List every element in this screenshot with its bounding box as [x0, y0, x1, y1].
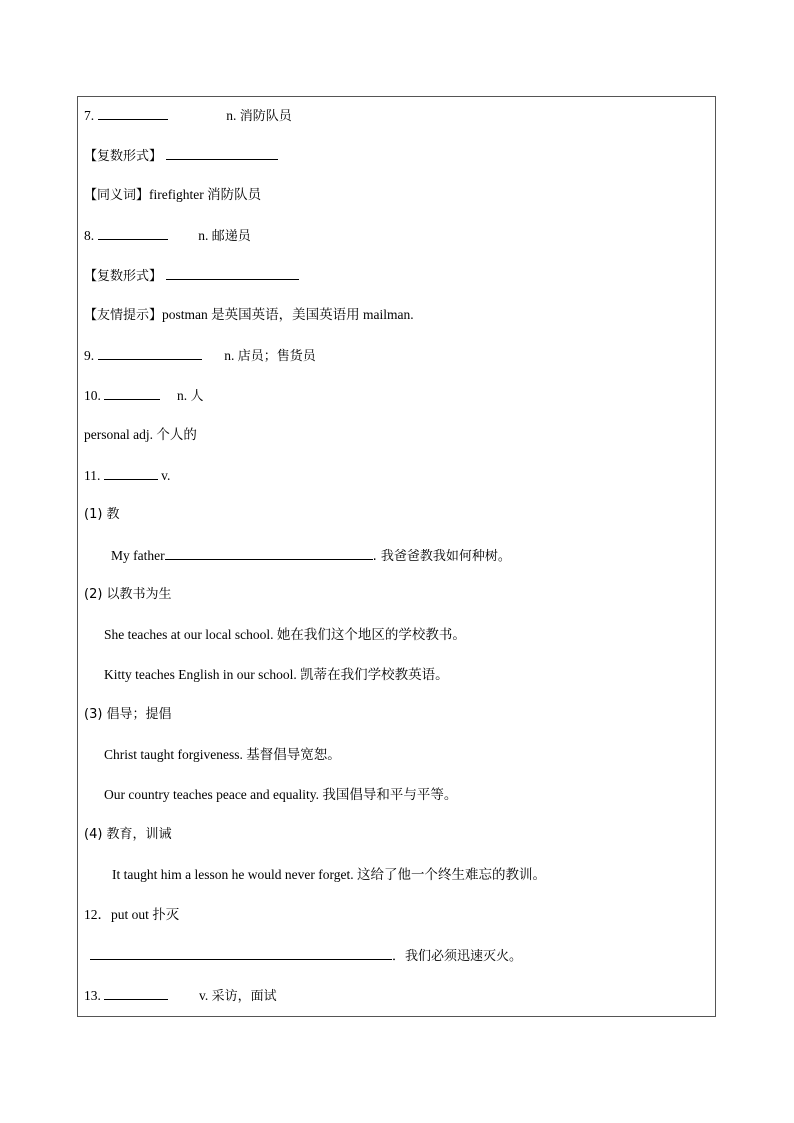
item-7-plural	[84, 146, 278, 166]
answer-blank[interactable]	[98, 226, 168, 240]
example-translation: ．我们必须迅速灭火。	[392, 949, 523, 964]
meaning: 消防队员	[239, 109, 292, 124]
sense-2-example-1	[104, 626, 466, 644]
example-sentence: Kitty teaches English in our school. 凯蒂在我们学校教英语。	[104, 667, 449, 682]
item-7	[84, 106, 292, 126]
answer-blank[interactable]	[166, 266, 299, 280]
plural-label: 【复数形式】	[84, 269, 163, 284]
meaning: 邮递员	[211, 229, 251, 244]
example-sentence: It taught him a lesson he would never forget. 这给了他一个终生难忘的教训。	[112, 867, 546, 882]
sense-3-example-1	[104, 746, 341, 764]
meaning: 店员；售货员	[237, 349, 316, 364]
sense-label: (4) 教育，训诫	[84, 827, 172, 842]
personal-text: personal adj. 个人的	[84, 427, 197, 442]
answer-blank[interactable]	[98, 106, 168, 120]
item-number: 10.	[84, 388, 101, 403]
answer-blank[interactable]	[98, 346, 202, 360]
answer-blank[interactable]	[104, 386, 160, 400]
item-9	[84, 346, 316, 366]
part-of-speech: v.	[161, 468, 171, 483]
sense-1-example	[111, 546, 511, 566]
example-sentence: She teaches at our local school. 她在我们这个地区的学校教书。	[104, 627, 466, 642]
phrase-heading: 12．put out 扑灭	[84, 907, 180, 922]
item-11	[84, 466, 170, 485]
sense-4	[84, 826, 172, 844]
sense-label: (1) 教	[84, 507, 120, 522]
meaning: 人	[190, 389, 204, 404]
example-sentence: Our country teaches peace and equality. 我国倡导和平与平等。	[104, 787, 458, 802]
example-prefix: My father	[111, 548, 165, 563]
item-8	[84, 226, 251, 246]
answer-blank[interactable]	[104, 986, 168, 1000]
item-10	[84, 386, 204, 406]
part-of-speech: n.	[177, 388, 188, 403]
item-number: 9.	[84, 348, 95, 363]
item-12-example	[90, 946, 522, 966]
part-of-speech: n.	[198, 228, 209, 243]
sense-label: (3) 倡导；提倡	[84, 707, 172, 722]
item-number: 13.	[84, 988, 101, 1003]
item-8-plural	[84, 266, 299, 286]
sense-label: (2) 以教书为生	[84, 587, 172, 602]
answer-blank[interactable]	[166, 146, 278, 160]
example-sentence: Christ taught forgiveness. 基督倡导宽恕。	[104, 747, 341, 762]
part-of-speech: v.	[199, 988, 209, 1003]
sense-4-example	[112, 866, 546, 884]
sense-1	[84, 506, 120, 524]
item-number: 11.	[84, 468, 101, 483]
sense-2	[84, 586, 172, 604]
part-of-speech: n.	[224, 348, 235, 363]
sense-2-example-2	[104, 666, 449, 684]
item-number: 7.	[84, 108, 95, 123]
sense-3	[84, 706, 172, 724]
answer-blank[interactable]	[90, 946, 392, 960]
item-13	[84, 986, 277, 1006]
synonym-label: 【同义词】	[84, 188, 150, 203]
example-translation: . 我爸爸教我如何种树。	[372, 549, 511, 564]
plural-label: 【复数形式】	[84, 149, 163, 164]
synonym-text: firefighter 消防队员	[149, 187, 262, 202]
answer-blank[interactable]	[104, 466, 158, 480]
item-8-tip	[84, 306, 414, 325]
part-of-speech: n.	[226, 108, 237, 123]
item-7-synonym	[84, 186, 261, 205]
answer-blank[interactable]	[165, 546, 373, 560]
personal-line	[84, 426, 197, 444]
tip-text: postman 是英国英语，美国英语用 mailman.	[162, 307, 414, 322]
sense-3-example-2	[104, 786, 457, 804]
meaning: 采访，面试	[211, 989, 277, 1004]
item-12	[84, 906, 179, 924]
tip-label: 【友情提示】	[84, 308, 163, 323]
item-number: 8.	[84, 228, 95, 243]
